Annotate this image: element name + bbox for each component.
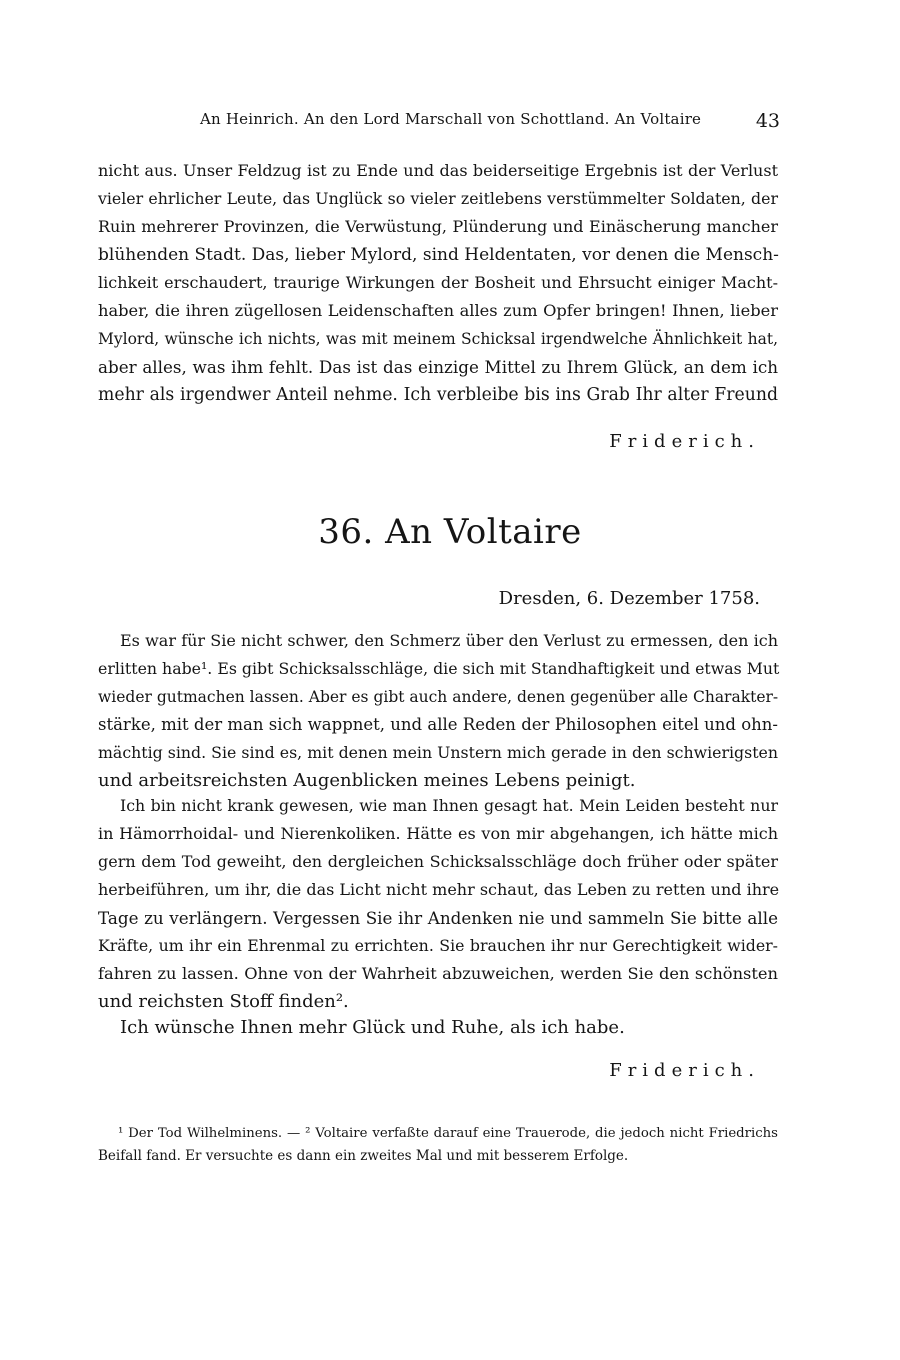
text-line: in Hämorrhoidal- und Nierenkoliken. Hätte es von mir abgehangen, ich hätte mich (98, 824, 778, 843)
text-line: Es war für Sie nicht schwer, den Schmerz über den Verlust zu ermessen, den ich (120, 631, 778, 650)
text-line: Ich wünsche Ihnen mehr Glück und Ruhe, als ich habe. (120, 1017, 625, 1038)
text-line: Mylord, wünsche ich nichts, was mit meinem Schicksal irgendwelche Ähnlichkeit hat, (98, 330, 778, 348)
text-line: vieler ehrlicher Leute, das Unglück so vieler zeitlebens verstümmelter Soldaten, der (98, 189, 778, 208)
text-line: haber, die ihren zügellosen Leidenschaften alles zum Opfer bringen! Ihnen, lieber (98, 301, 778, 320)
text-line: nicht aus. Unser Feldzug ist zu Ende und das beiderseitige Ergebnis ist der Verlust (98, 161, 778, 180)
text-line: Kräfte, um ihr ein Ehrenmal zu errichten. Sie brauchen ihr nur Gerechtigkeit wider- (98, 936, 778, 955)
text-line: Ruin mehrerer Provinzen, die Verwüstung, Plünderung und Einäscherung mancher (98, 217, 778, 236)
letter-dateline: Dresden, 6. Dezember 1758. (498, 588, 760, 609)
footnote-line: ¹ Der Tod Wilhelminens. — ² Voltaire verfaßte darauf eine Trauerode, die jedoch nicht Friedrichs (118, 1126, 778, 1141)
text-line: gern dem Tod geweiht, den dergleichen Schicksalsschläge doch früher oder später (98, 852, 778, 871)
text-line: mächtig sind. Sie sind es, mit denen mein Unstern mich gerade in den schwierigsten (98, 743, 778, 762)
text-line: Tage zu verlängern. Vergessen Sie ihr Andenken nie und sammeln Sie bitte alle (98, 908, 778, 928)
letter-signature: Friderich. (609, 1060, 760, 1081)
text-line: herbeiführen, um ihr, die das Licht nicht mehr schaut, das Leben zu retten und ihre (98, 880, 780, 899)
running-head: An Heinrich. An den Lord Marschall von Schottland. An Voltaire (200, 110, 702, 128)
text-line: aber alles, was ihm fehlt. Das ist das einzige Mittel zu Ihrem Glück, an dem ich (98, 357, 778, 377)
text-line: wieder gutmachen lassen. Aber es gibt auch andere, denen gegenüber alle Charakter- (98, 688, 779, 706)
letter-title: 36. An Voltaire (318, 512, 582, 552)
text-line: lichkeit erschaudert, traurige Wirkungen der Bosheit und Ehrsucht einiger Macht- (98, 273, 778, 292)
text-line: fahren zu lassen. Ohne von der Wahrheit abzuweichen, werden Sie den schönsten (98, 964, 778, 983)
text-line: mehr als irgendwer Anteil nehme. Ich verbleibe bis ins Grab Ihr alter Freund (98, 385, 778, 405)
page-number: 43 (755, 110, 780, 132)
text-line: und arbeitsreichsten Augenblicken meines Lebens peinigt. (98, 770, 636, 791)
text-line: blühenden Stadt. Das, lieber Mylord, sind Heldentaten, vor denen die Mensch- (98, 245, 779, 265)
text-line: Ich bin nicht krank gewesen, wie man Ihnen gesagt hat. Mein Leiden besteht nur (120, 796, 778, 815)
footnote-line: Beifall fand. Er versuchte es dann ein zweites Mal und mit besserem Erfolge. (98, 1148, 629, 1164)
text-line: und reichsten Stoff finden². (98, 991, 349, 1012)
previous-letter-signature: Friderich. (609, 431, 760, 452)
text-line: erlitten habe¹. Es gibt Schicksalsschläge, die sich mit Standhaftigkeit und etwas Mut (98, 659, 780, 678)
text-line: stärke, mit der man sich wappnet, und alle Reden der Philosophen eitel und ohn- (98, 715, 778, 734)
